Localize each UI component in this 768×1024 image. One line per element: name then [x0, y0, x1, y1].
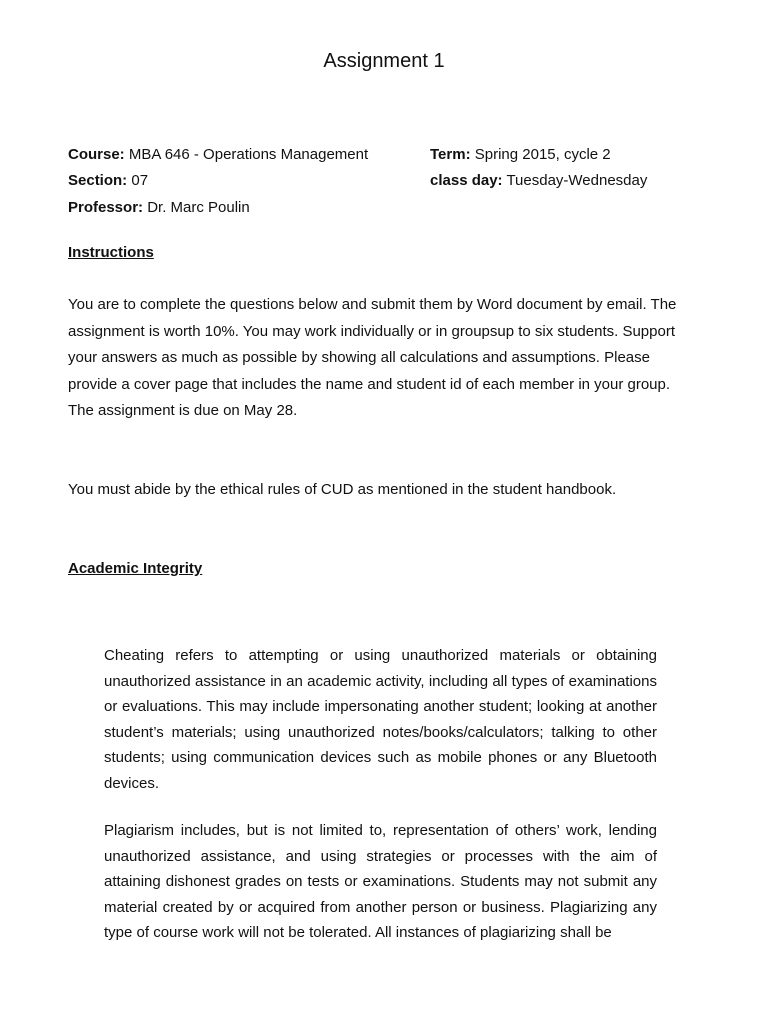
classday-line	[430, 171, 647, 191]
course-line	[68, 145, 368, 165]
section-label: Section:	[68, 172, 128, 189]
cheating-paragraph: Cheating refers to attempting or using unauthorized materials or obtaining unauthorized assistance in an academic activity, including all types of examinations or evaluations. This may include impersonating another student; looking at another student’s materials; using unauthorized notes/books/calculators; talking to other students; using communication devices such as mobile phones or any Bluetooth devices.	[104, 647, 657, 792]
section-value: 07	[127, 172, 149, 189]
professor-label: Professor:	[68, 199, 144, 216]
instructions-paragraph: You are to complete the questions below and submit them by Word document by email. The assignment is worth 10%. You may work individually or in groupsup to six students. Support your answers as much as possible by showing all calculations and assumptions. Please provide a cover page that includes the name and student id of each member in your group. The assignment is due on May 28.	[68, 296, 677, 419]
plagiarism-paragraph: Plagiarism includes, but is not limited to, representation of others’ work, lending unauthorized assistance, and using strategies or processes with the aim of attaining dishonest grades on tests or examinations. Students may not submit any material created by or acquired from another person or business. Plagiarizing any type of course work will not be tolerated. All instances of plagiarizing shall be	[104, 822, 657, 942]
course-label: Course:	[68, 146, 125, 163]
course-value: MBA 646 - Operations Management	[124, 146, 369, 163]
section-line	[68, 171, 148, 191]
classday-value: Tuesday-Wednesday	[502, 172, 648, 189]
classday-label: class day:	[430, 172, 503, 189]
term-value: Spring 2015, cycle 2	[470, 146, 611, 163]
professor-value: Dr. Marc Poulin	[143, 199, 250, 216]
term-label: Term:	[430, 146, 471, 163]
term-line	[430, 145, 611, 165]
professor-line	[68, 198, 250, 218]
academic-integrity-heading: Academic Integrity	[68, 560, 203, 577]
instructions-heading: Instructions	[68, 244, 154, 261]
page-title: Assignment 1	[323, 50, 445, 72]
ethics-paragraph: You must abide by the ethical rules of CUD as mentioned in the student handbook.	[68, 481, 617, 498]
